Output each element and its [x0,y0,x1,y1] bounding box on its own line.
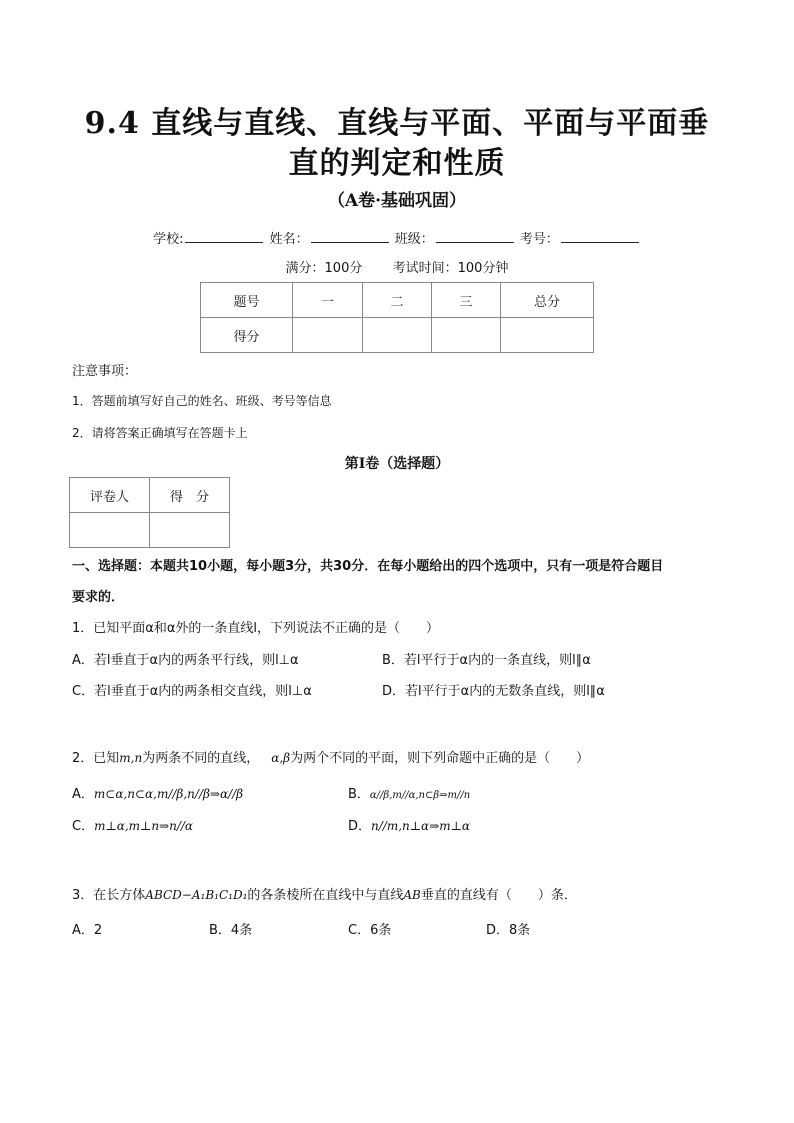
question-2-option-c[interactable] [72,815,193,834]
score-cell[interactable] [501,318,594,353]
page-title-line1: 9.4 直线与直线、直线与平面、平面与平面垂 [84,106,710,141]
page-title-line2: 直的判定和性质 [288,146,506,181]
q2-stem-ab: α,β [271,751,291,765]
notes-heading: 注意事项： [72,364,138,379]
q2-stem-mid: 为两条不同的直线， [142,751,260,766]
question-1-option-d[interactable]: D．若l平行于α内的无数条直线，则l∥α [382,684,605,699]
score-header-cell: 三 [432,283,501,318]
score-table-score-row [201,318,594,353]
q2-option-a-label: A． [72,787,94,802]
q2-option-b-expr: α//β,m//α,n⊂β⇒m//n [369,790,471,801]
exam-time: 考试时间：100分钟 [392,261,509,276]
score-table-header-row [201,283,594,318]
exam-no-blank[interactable] [561,230,639,243]
q2-option-b-label: B． [348,787,370,802]
question-2-stem [72,747,589,766]
score-cell[interactable] [363,318,432,353]
question-1-stem: 1．已知平面α和α外的一条直线l，下列说法不正确的是（ ） [72,621,440,636]
full-score: 满分：100分 [285,261,363,276]
question-3-option-d[interactable]: D．8条 [486,923,531,938]
question-3-option-c[interactable]: C．6条 [348,923,392,938]
grader-cell[interactable] [150,513,230,548]
question-3-option-a[interactable]: A．2 [72,923,103,938]
q3-stem-expr: ABCD−A₁B₁C₁D₁ [145,888,248,902]
q2-stem-pre: 2．已知 [72,751,120,766]
grader-header-cell: 得 分 [150,478,230,513]
exam-meta-line [0,257,794,276]
q2-stem-post: 为两个不同的平面，则下列命题中正确的是（ ） [290,751,590,766]
name-label: 姓名： [269,232,309,247]
part1-instructions-line1: 一、选择题：本题共10小题，每小题3分，共30分．在每小题给出的四个选项中，只有一项是符合题目 [72,559,664,574]
class-label: 班级： [394,232,434,247]
school-blank[interactable] [185,230,263,243]
q3-stem-mid: 的各条棱所在直线中与直线 [247,888,404,903]
q2-option-a-expr: m⊂α,n⊂α,m//β,n//β⇒α//β [93,787,244,801]
q3-stem-ab: AB [403,888,421,902]
question-1-option-a[interactable]: A．若l垂直于α内的两条平行线，则l⊥α [72,653,299,668]
q2-stem-mn: m,n [119,751,143,765]
score-cell[interactable] [432,318,501,353]
page-subtitle: （A卷·基础巩固） [327,191,467,211]
score-table [200,282,594,353]
score-cell[interactable] [293,318,363,353]
note-item: 2．请将答案正确填写在答题卡上 [72,426,248,440]
school-label: 学校: [153,232,184,247]
q2-option-c-expr: m⊥α,m⊥n⇒n//α [94,819,194,833]
q2-option-d-label: D． [348,819,372,834]
score-header-cell: 二 [363,283,432,318]
question-3-stem [72,884,577,903]
question-2-option-a[interactable] [72,783,243,802]
exam-no-label: 考号： [519,232,559,247]
section-title: 第I卷（选择题） [344,456,450,472]
question-2-option-d[interactable] [348,815,470,834]
q2-option-c-label: C． [72,819,95,834]
grader-table [69,477,230,548]
grader-cell[interactable] [70,513,150,548]
q3-stem-pre: 3．在长方体 [72,888,146,903]
part1-instructions-line2: 要求的． [72,590,125,605]
score-header-cell: 总分 [501,283,594,318]
grader-header-cell: 评卷人 [70,478,150,513]
question-1-option-c[interactable]: C．若l垂直于α内的两条相交直线，则l⊥α [72,684,312,699]
grader-input-row [70,513,230,548]
question-1-option-b[interactable]: B．若l平行于α内的一条直线，则l∥α [382,653,591,668]
student-info-line [0,228,794,247]
grader-header-row [70,478,230,513]
question-2-option-b[interactable] [348,783,470,802]
note-item: 1．答题前填写好自己的姓名、班级、考号等信息 [72,394,332,408]
name-blank[interactable] [311,230,389,243]
class-blank[interactable] [436,230,514,243]
q3-stem-post: 垂直的直线有（ ）条． [420,888,577,903]
score-header-cell: 一 [293,283,363,318]
score-header-cell: 题号 [201,283,293,318]
question-3-option-b[interactable]: B．4条 [209,923,253,938]
score-row-label: 得分 [201,318,293,353]
q2-option-d-expr: n//m,n⊥α⇒m⊥α [371,819,470,833]
